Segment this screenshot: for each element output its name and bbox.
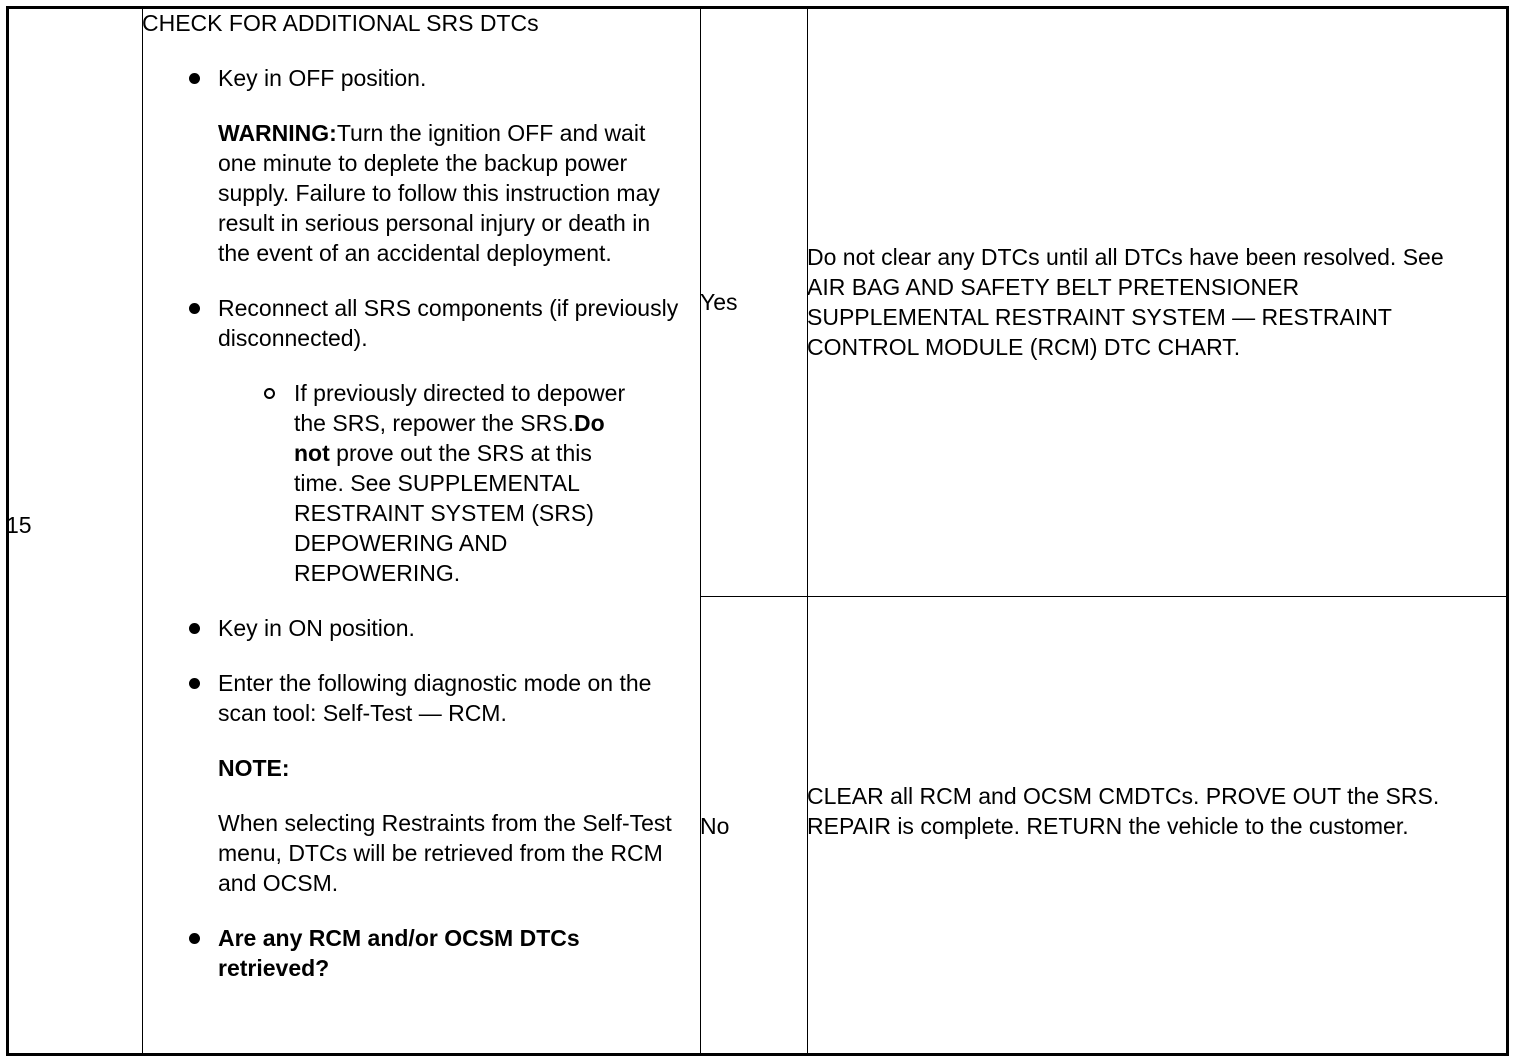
column-divider-action	[700, 9, 701, 1053]
bullet-icon	[189, 303, 200, 314]
sub-intro-text: If previously directed to depower the SRS, repower the SRS.	[294, 380, 626, 436]
list-item	[142, 293, 682, 353]
sub-list-item	[142, 378, 682, 588]
question-text: Are any RCM and/or OCSM DTCs retrieved?	[218, 925, 580, 981]
action-title: CHECK FOR ADDITIONAL SRS DTCs	[142, 10, 539, 36]
no-description: CLEAR all RCM and OCSM CMDTCs. PROVE OUT the SRS. REPAIR is complete. RETURN the vehicle to the customer.	[807, 783, 1440, 839]
warning-block	[142, 118, 682, 268]
sub-rest-text: prove out the SRS at this time. See SUPPLEMENTAL RESTRAINT SYSTEM (SRS) DEPOWERING AND REPOWERING.	[294, 440, 594, 586]
column-divider-result	[807, 9, 808, 1053]
no-label: No	[700, 813, 730, 839]
key-on-instruction: Key in ON position.	[218, 615, 415, 641]
list-item	[142, 668, 682, 728]
sub-bold-text: Do not	[294, 410, 605, 466]
key-off-instruction: Key in OFF position.	[218, 65, 427, 91]
list-item	[142, 613, 682, 643]
yes-description: Do not clear any DTCs until all DTCs have been resolved. See AIR BAG AND SAFETY BELT PRETENSIONER SUPPLEMENTAL RESTRAINT SYSTEM — RESTRAINT CONTROL MODULE (RCM) DTC CHART.	[807, 244, 1444, 360]
enter-mode-instruction: Enter the following diagnostic mode on the scan tool: Self-Test — RCM.	[218, 670, 652, 726]
note-text-block	[142, 808, 682, 898]
bullet-icon	[189, 933, 200, 944]
bullet-icon	[189, 73, 200, 84]
yes-label: Yes	[700, 289, 738, 315]
bullet-icon	[189, 623, 200, 634]
warning-label: WARNING:	[218, 120, 337, 146]
action-cell	[142, 8, 682, 983]
list-item	[142, 63, 682, 93]
warning-text: Turn the ignition OFF and wait one minute to deplete the backup power supply. Failure to follow this instruction may result in serious personal injury or death in the event of an accidental deployment.	[218, 120, 660, 266]
hollow-bullet-icon	[264, 388, 275, 399]
note-label: NOTE:	[218, 755, 290, 781]
step-number: 15	[6, 512, 32, 538]
reconnect-instruction: Reconnect all SRS components (if previously disconnected).	[218, 295, 679, 351]
note-text: When selecting Restraints from the Self-Test menu, DTCs will be retrieved from the RCM and OCSM.	[218, 810, 672, 896]
row-divider-yes-no	[700, 596, 1506, 597]
bullet-icon	[189, 678, 200, 689]
note-label-block	[142, 753, 682, 783]
list-item	[142, 923, 682, 983]
